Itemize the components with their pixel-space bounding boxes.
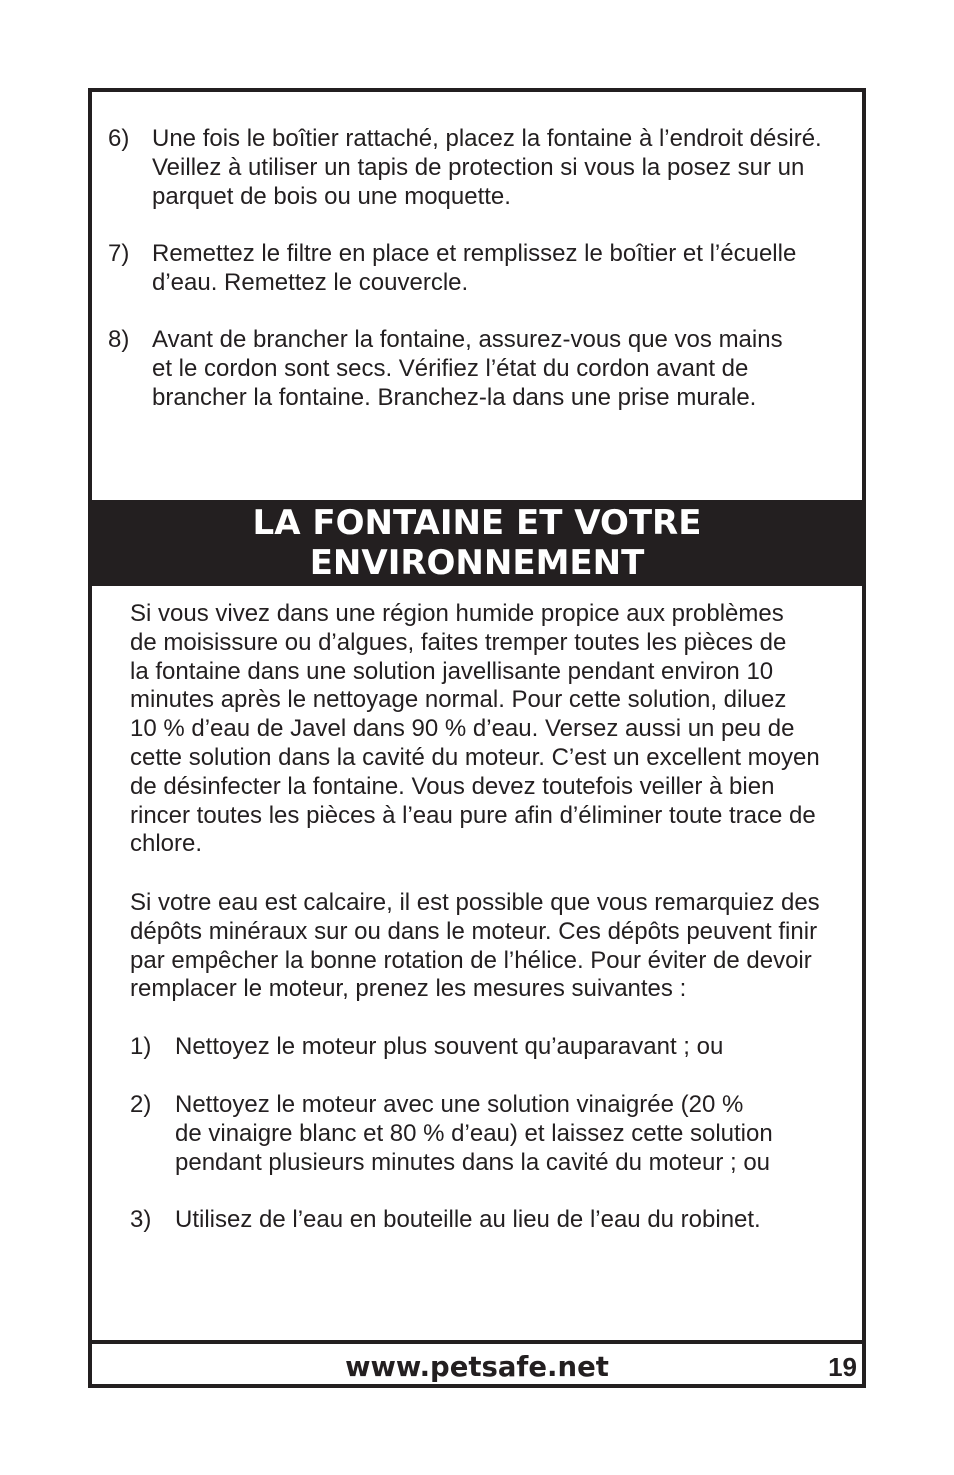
body-paragraph — [130, 889, 820, 1004]
measure-text — [175, 1091, 773, 1177]
step-text-line: Une fois le boîtier rattaché, placez la fontaine à l’endroit désiré. — [152, 125, 822, 152]
paragraph-line: remplacer le moteur, prenez les mesures suivantes : — [130, 975, 687, 1003]
step-text-line: brancher la fontaine. Branchez-la dans une prise murale. — [152, 383, 757, 411]
footer-divider — [92, 1340, 862, 1344]
measure-text-line: Utilisez de l’eau en bouteille au lieu de l’eau du robinet. — [175, 1206, 761, 1233]
paragraph-line: Si votre eau est calcaire, il est possible que vous remarquiez des — [130, 889, 820, 916]
body-paragraph — [130, 600, 820, 859]
step-text-line: et le cordon sont secs. Vérifiez l’état du cordon avant de — [152, 354, 749, 382]
step-text — [152, 240, 796, 298]
step-text-line: Veillez à utiliser un tapis de protection si vous la posez sur un — [152, 153, 805, 181]
measure-text — [175, 1206, 761, 1235]
step-7 — [108, 240, 796, 298]
paragraph-line: la fontaine dans une solution javellisante pendant environ 10 — [130, 657, 774, 685]
step-number: 7) — [108, 240, 130, 267]
paragraph-line: de désinfecter la fontaine. Vous devez toutefois veiller à bien — [130, 772, 775, 800]
section-title-line: ENVIRONNEMENT — [309, 543, 645, 583]
step-text-line: Avant de brancher la fontaine, assurez-vous que vos mains — [152, 326, 783, 353]
measure-text-line: de vinaigre blanc et 80 % d’eau) et laissez cette solution — [175, 1119, 773, 1147]
page-number: 19 — [828, 1352, 857, 1382]
measure-2 — [130, 1091, 773, 1177]
step-number: 6) — [108, 125, 130, 152]
step-text-line: d’eau. Remettez le couvercle. — [152, 268, 469, 296]
paragraph-line: Si vous vivez dans une région humide propice aux problèmes — [130, 600, 784, 627]
paragraph-line: chlore. — [130, 830, 203, 858]
paragraph-line: de moisissure ou d’algues, faites tremper toutes les pièces de — [130, 628, 787, 656]
measure-text-line: Nettoyez le moteur avec une solution vinaigrée (20 % — [175, 1091, 744, 1118]
paragraph-line: cette solution dans la cavité du moteur. C’est un excellent moyen — [130, 743, 820, 771]
measure-number: 2) — [130, 1091, 152, 1118]
footer-website: www.petsafe.net — [345, 1351, 609, 1383]
paragraph-line: rincer toutes les pièces à l’eau pure afin d’éliminer toute trace de — [130, 801, 816, 829]
step-text — [152, 125, 822, 211]
section-heading — [92, 500, 862, 586]
step-text-line: Remettez le filtre en place et remplissez le boîtier et l’écuelle — [152, 240, 797, 267]
measure-number: 1) — [130, 1033, 152, 1060]
step-8 — [108, 326, 783, 412]
measure-1 — [130, 1033, 723, 1062]
measure-text — [175, 1033, 723, 1062]
paragraph-line: 10 % d’eau de Javel dans 90 % d’eau. Versez aussi un peu de — [130, 715, 795, 743]
paragraph-line: par empêcher la bonne rotation de l’hélice. Pour éviter de devoir — [130, 946, 812, 974]
step-text — [152, 326, 783, 412]
step-number: 8) — [108, 326, 130, 353]
paragraph-line: minutes après le nettoyage normal. Pour cette solution, diluez — [130, 686, 787, 714]
measure-text-line: pendant plusieurs minutes dans la cavité du moteur ; ou — [175, 1148, 771, 1176]
measure-text-line: Nettoyez le moteur plus souvent qu’auparavant ; ou — [175, 1033, 724, 1060]
measure-3 — [130, 1206, 761, 1235]
section-title-line: LA FONTAINE ET VOTRE — [252, 503, 702, 543]
step-text-line: parquet de bois ou une moquette. — [152, 182, 511, 210]
measure-number: 3) — [130, 1206, 152, 1233]
step-6 — [108, 125, 822, 211]
paragraph-line: dépôts minéraux sur ou dans le moteur. Ces dépôts peuvent finir — [130, 917, 818, 945]
